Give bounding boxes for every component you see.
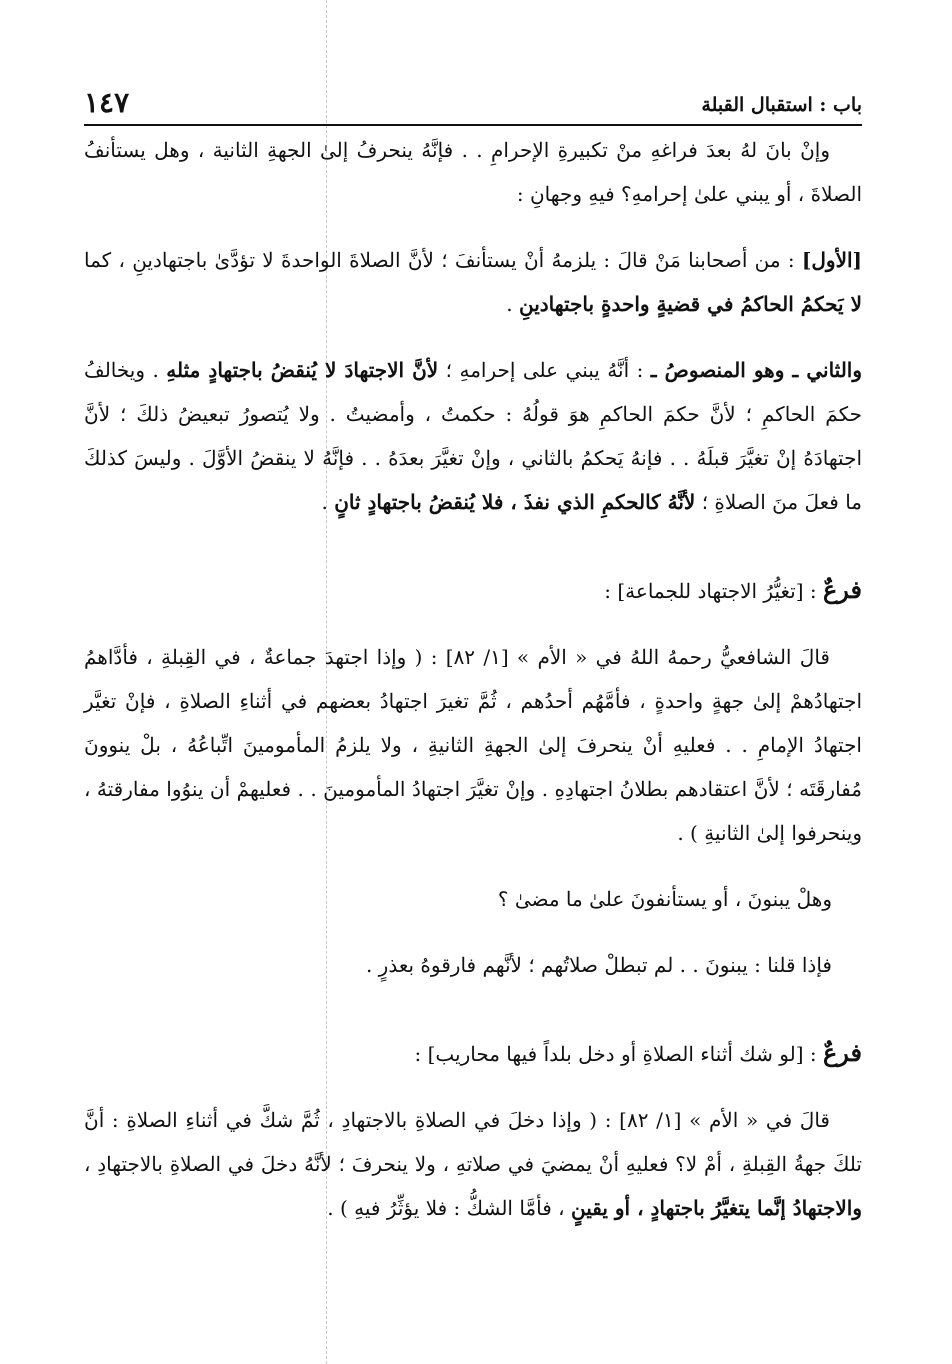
first-view-end: . [506, 292, 519, 316]
second-view-text-2: . ويخالفُ حكمَ الحاكمِ ؛ لأنَّ حكمَ الحاكمِ هوَ قولُهُ : حكمتُ ، وأمضيتُ . ولا يُتصورُ تبعيضُ ذلكَ ؛ لأنَّ اجتهادَهُ إنْ تغيَّرَ قبلَهُ . . فإنهُ يَحكمُ بالثاني ، وإنْ تغيَّرَ بعدَهُ . . فإنَّهُ لا ينقضُ الأوَّلَ . وليسَ كذلكَ ما فعلَ منَ الصلاةِ ؛ [84, 358, 862, 514]
faru-label-1: فرعٌ [822, 575, 862, 604]
subsection-heading-1 [84, 568, 862, 613]
second-view-end: . [321, 490, 335, 514]
spacer [84, 1076, 862, 1098]
chapter-title: باب : استقبال القبلة [701, 94, 862, 116]
paragraph-second-view [84, 348, 862, 524]
spacer [84, 613, 862, 635]
spacer [84, 326, 862, 348]
first-view-label: [الأول] [801, 248, 862, 272]
subsection-title-2: : [لو شك أثناء الصلاةِ أو دخل بلداً فيها محاريب] : [414, 1042, 823, 1066]
spacer [84, 921, 862, 943]
faru-label-2: فرعٌ [822, 1038, 862, 1067]
paragraph-answer: فإذا قلنا : يبنونَ . . لم تبطلْ صلاتُهم ؛ لأنَّهم فارقوهُ بعذرٍ . [365, 953, 832, 977]
paragraph-first-view [84, 238, 862, 326]
header-rule [84, 124, 862, 126]
subsection-title-1: : [تغيُّرُ الاجتهاد للجماعة] : [604, 579, 823, 603]
first-view-text: : من أصحابنا مَنْ قالَ : يلزمهُ أنْ يستأنفَ ؛ لأنَّ الصلاةَ الواحدةَ لا تؤدَّىٰ باجتهادينِ ، كما [84, 248, 802, 272]
page-header [84, 84, 862, 120]
spacer [84, 216, 862, 238]
second-view-bold-2: لأنَّهُ كالحكمِ الذي نفذَ ، فلا يُنقضُ باجتهادٍ ثانٍ [334, 490, 696, 514]
paragraph-question: وهلْ يبنونَ ، أو يستأنفونَ علىٰ ما مضىٰ ؟ [497, 887, 832, 911]
paragraph-intro: وإنْ بانَ لهُ بعدَ فراغهِ منْ تكبيرةِ الإحرامِ . . فإنَّهُ ينحرفُ إلىٰ الجهةِ الثانية ، وهل يستأنفُ الصلاةَ ، أو يبني علىٰ إحرامهِ؟ فيهِ وجهانِ : [84, 138, 862, 206]
doubt-bold: والاجتهادُ إنَّما يتغيَّرُ باجتهادٍ ، أو يقينٍ [570, 1196, 862, 1220]
second-view-bold-1: لأنَّ الاجتهادَ لا يُنقضُ باجتهادٍ مثلهِ [166, 358, 439, 382]
page-body [84, 128, 862, 1230]
first-view-bold: لا يَحكمُ الحاكمُ في قضيةٍ واحدةٍ باجتهادينِ [518, 292, 862, 316]
page-number: ١٤٧ [84, 86, 130, 119]
spacer [84, 987, 862, 1031]
spacer [84, 524, 862, 568]
spacer [84, 855, 862, 877]
subsection-heading-2 [84, 1031, 862, 1076]
second-view-text-1: : أنَّهُ يبني على إحرامهِ ؛ [438, 358, 651, 382]
paragraph-doubt [84, 1098, 862, 1230]
doubt-text: قالَ في « الأم » [١/ ٨٢] : ( وإذا دخلَ في الصلاةِ بالاجتهادِ ، ثُمَّ شكَّ في أثناءِ الصلاةِ : أنَّ تلكَ جهةُ القِبلةِ ، أمْ لا؟ فعليهِ أنْ يمضيَ في صلاتهِ ، ولا ينحرفَ ؛ لأنَّهُ دخلَ في الصلاةِ بالاجتهادِ ، [84, 1108, 862, 1176]
paragraph-shafii-quote: قالَ الشافعيُّ رحمهُ اللهُ في « الأم » [١/ ٨٢] : ( وإذا اجتهدَ جماعةٌ ، في القِبلةِ ، فأدَّاهمُ اجتهادُهمْ إلىٰ جهةٍ واحدةٍ ، فأمَّهُم أحدُهم ، ثُمَّ تغيرَ اجتهادُ بعضهم في أثناءِ الصلاةِ ، فإنْ تغيَّر اجتهادُ الإمامِ . . فعليهِ أنْ ينحرفَ إلىٰ الجهةِ الثانيةِ ، ولا يلزمُ المأمومينَ اتِّباعُهُ ، بلْ ينوونَ مُفارقَتَه ؛ لأنَّ اعتقادهم بطلانُ اجتهادِهِ . وإنْ تغيَّرَ اجتهادُ المأمومينَ . . فعليهمْ أن ينوُوا مفارقتهُ ، وينحرفوا إلىٰ الثانيةِ ) . [84, 645, 862, 845]
second-view-label: والثاني ـ وهو المنصوصُ ـ [650, 358, 863, 382]
doubt-end: ، فأمَّا الشكُّ : فلا يؤثِّرُ فيهِ ) . [327, 1196, 571, 1220]
